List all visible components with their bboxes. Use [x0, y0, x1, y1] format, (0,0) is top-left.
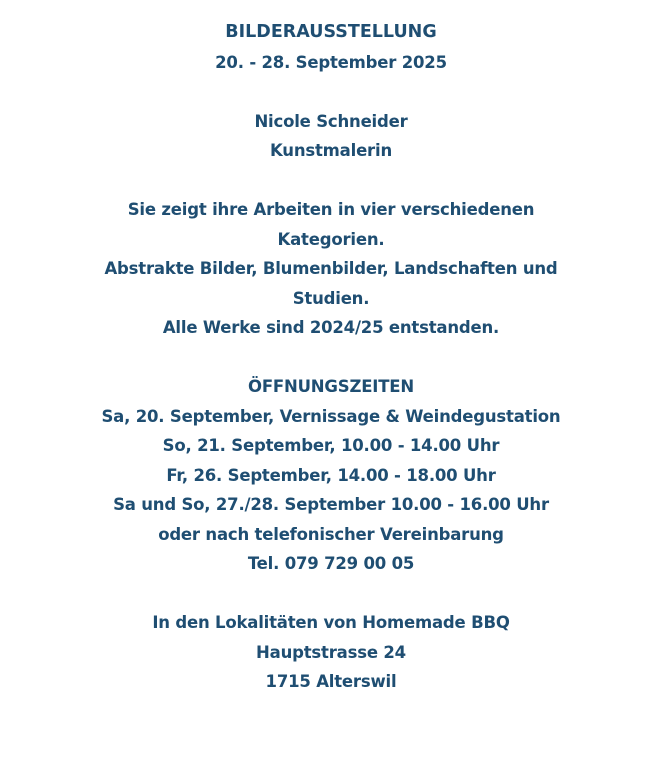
exhibition-dates: 20. - 28. September 2025 — [215, 52, 447, 72]
opening-hours-entry: Sa und So, 27./28. September 10.00 - 16.00 Uhr — [113, 495, 549, 514]
location-city: 1715 Alterswil — [265, 672, 397, 691]
spacer — [0, 77, 662, 107]
opening-hours-entry: Fr, 26. September, 14.00 - 18.00 Uhr — [166, 465, 496, 485]
description-line-5: Alle Werke sind 2024/25 entstanden. — [162, 318, 500, 337]
opening-hours-heading: ÖFFNUNGSZEITEN — [248, 377, 414, 396]
exhibition-title: BILDERAUSSTELLUNG — [225, 22, 437, 42]
opening-hours-entry: oder nach telefonischer Vereinbarung — [158, 524, 504, 544]
opening-hours-entry: Sa, 20. September, Vernissage & Weindegustation — [101, 406, 561, 426]
artist-name: Nicole Schneider — [254, 111, 408, 131]
artist-profession: Kunstmalerin — [269, 141, 392, 160]
description-line-1: Sie zeigt ihre Arbeiten in vier verschiedenen — [127, 200, 535, 219]
description-line-2: Kategorien. — [277, 229, 385, 249]
spacer — [0, 166, 662, 196]
phone-number: Tel. 079 729 00 05 — [247, 554, 415, 573]
location-venue: In den Lokalitäten von Homemade BBQ — [152, 613, 510, 632]
exhibition-flyer — [0, 18, 662, 697]
spacer — [0, 579, 662, 609]
description-line-4: Studien. — [292, 288, 370, 308]
description-line-3: Abstrakte Bilder, Blumenbilder, Landschaften und — [104, 259, 558, 278]
location-street: Hauptstrasse 24 — [256, 642, 406, 662]
opening-hours-entry: So, 21. September, 10.00 - 14.00 Uhr — [162, 436, 500, 455]
spacer — [0, 343, 662, 373]
